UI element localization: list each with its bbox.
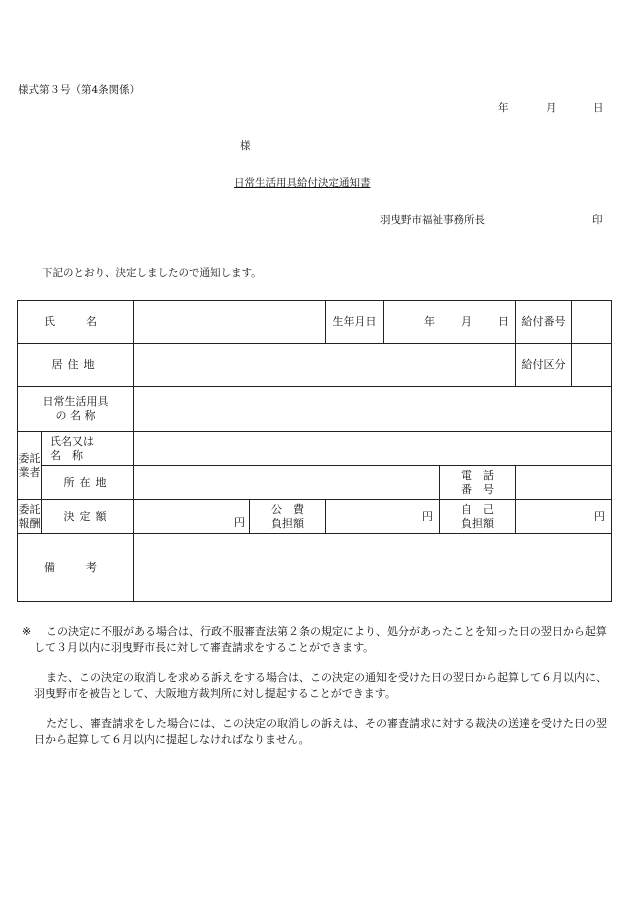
issuer: 羽曳野市福祉事務所長 — [380, 214, 485, 226]
date-year: 年 — [498, 102, 509, 114]
public-burden-value[interactable] — [326, 500, 440, 534]
phone-value[interactable] — [516, 466, 612, 500]
equipment-name-value[interactable] — [134, 387, 612, 432]
residence-value[interactable] — [134, 344, 516, 387]
benefit-type-label: 給付区分 — [516, 344, 572, 387]
form-number: 様式第３号（第4条関係） — [18, 84, 141, 96]
birthdate-label: 生年月日 — [326, 301, 384, 344]
contractor-name-value[interactable] — [134, 432, 612, 466]
date-month: 月 — [546, 102, 557, 114]
date-day: 日 — [593, 102, 604, 114]
decided-amount-label: 決定額 — [42, 500, 134, 534]
seal-mark: 印 — [592, 214, 603, 226]
remarks-value[interactable] — [134, 534, 612, 602]
location-value[interactable] — [134, 466, 440, 500]
appeal-notice-2 — [22, 670, 612, 702]
decided-amount-value[interactable] — [134, 500, 250, 534]
fee-label: 委託 報酬 — [18, 500, 42, 534]
note-paragraph-3: ただし、審査請求をした場合には、この決定の取消しの訴えは、その審査請求に対する裁決の送達を受けた日の翌日から起算して６月以内に提起しなければなりません。 — [34, 717, 607, 746]
note-paragraph-1: この決定に不服がある場合は、行政不服審査法第２条の規定により、処分があったことを知った日の翌日から起算して３月以内に羽曳野市長に対して審査請求をすることができます。 — [34, 625, 607, 654]
equipment-name-label: 日常生活用具 の 名 称 — [18, 387, 134, 432]
location-label: 所在地 — [42, 466, 134, 500]
self-burden-label: 自 己 負担額 — [440, 500, 516, 534]
benefit-number-label: 給付番号 — [516, 301, 572, 344]
benefit-type-value[interactable] — [572, 344, 612, 387]
yen-unit: 円 — [594, 509, 606, 523]
contractor-name-label: 氏名又は 名 称 — [42, 432, 134, 466]
appeal-notice — [22, 624, 612, 656]
note-paragraph-2: また、この決定の取消しを求める訴えをする場合は、この決定の通知を受けた日の翌日から起算して６月以内に、羽曳野市を被告として、大阪地方裁判所に対し提起することができます。 — [34, 671, 607, 700]
public-burden-label: 公 費 負担額 — [250, 500, 326, 534]
page-title: 日常生活用具給付決定通知書 — [234, 177, 371, 189]
note-mark: ※ — [22, 625, 32, 638]
addressee-suffix: 様 — [240, 140, 251, 152]
remarks-label: 備 考 — [18, 534, 134, 602]
benefit-decision-table — [17, 300, 612, 602]
benefit-number-value[interactable] — [572, 301, 612, 344]
contractor-label: 委託 業者 — [18, 432, 42, 500]
intro-text: 下記のとおり、決定しましたので通知します。 — [42, 267, 262, 279]
self-burden-value[interactable] — [516, 500, 612, 534]
appeal-notice-3 — [22, 716, 612, 748]
phone-label: 電 話 番 号 — [440, 466, 516, 500]
yen-unit: 円 — [234, 516, 245, 529]
yen-unit: 円 — [422, 509, 434, 523]
name-value[interactable] — [134, 301, 326, 344]
birthdate-value[interactable]: 年 月 日 — [384, 301, 516, 344]
residence-label: 居住地 — [18, 344, 134, 387]
name-label: 氏 名 — [18, 301, 134, 344]
